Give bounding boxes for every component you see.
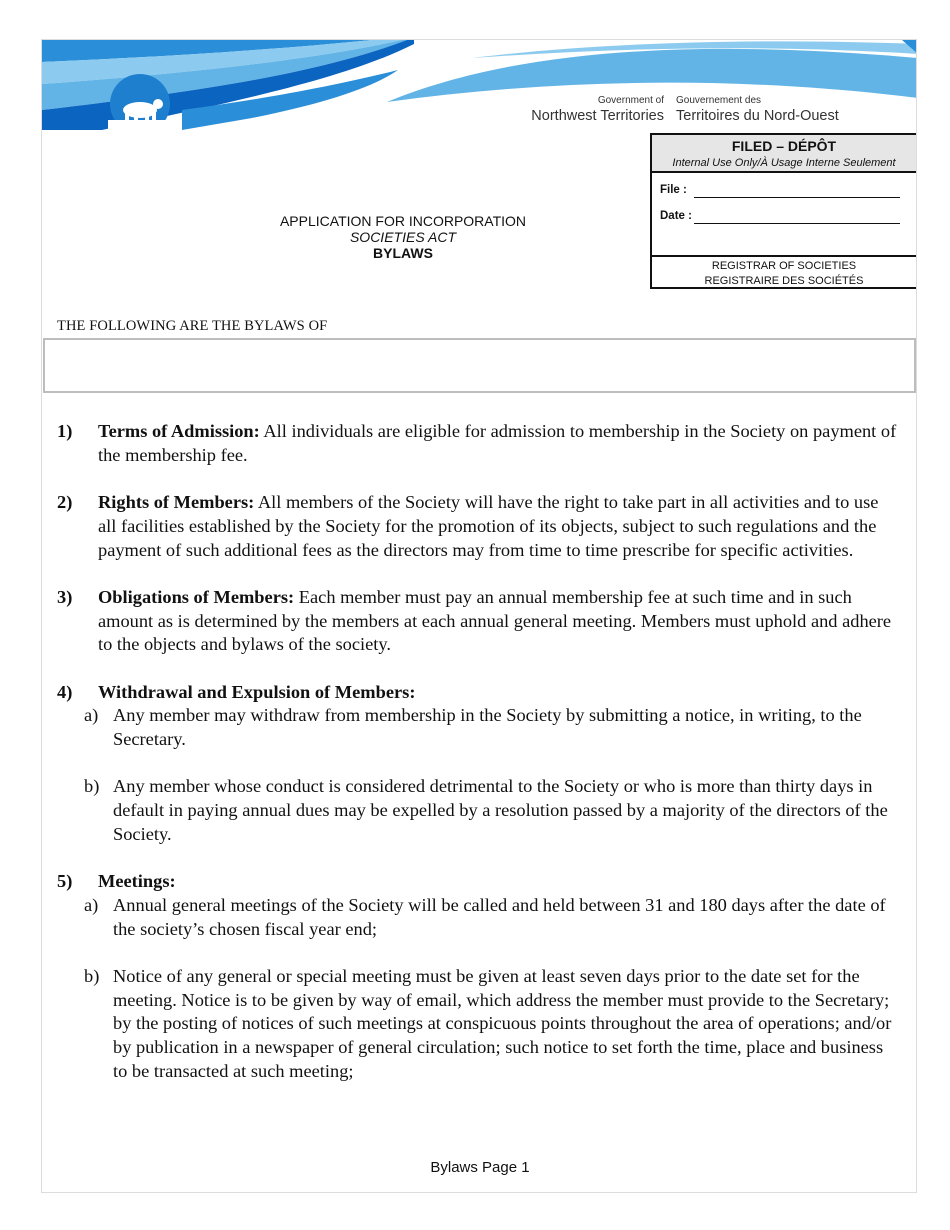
subclause-letter: b) [84,966,100,987]
subclause-letter: a) [84,894,99,915]
clause-number: 2) [57,492,73,513]
document-page [41,39,917,1193]
clause-title: Withdrawal and Expulsion of Members: [98,681,416,702]
clause-meetings [57,870,897,1083]
application-heading [232,213,574,261]
clause-withdrawal-expulsion [57,681,897,847]
subclause [57,704,897,751]
gov-fr-small: Gouvernement des [676,95,762,106]
subclause-text: Any member whose conduct is considered detrimental to the Society or who is more than thirty days in default in paying annual dues may be expelled by a resolution passed by a majority of the directors of the Society. [113,776,888,844]
date-label: Date : [660,210,692,222]
subclause-letter: b) [84,776,100,797]
registrar-english: REGISTRAR OF SOCIETIES [711,260,857,272]
clause-number: 5) [57,871,73,892]
subclause [57,965,897,1084]
subclause-letter: a) [84,705,99,726]
clause-obligations-of-members [57,586,897,657]
file-line [694,197,900,198]
clause-terms-of-admission [57,420,897,467]
society-name-field[interactable] [43,338,916,393]
application-title: APPLICATION FOR INCORPORATION [279,213,527,229]
government-name-english [526,96,664,124]
filed-stamp-box [650,133,917,289]
clause-number: 3) [57,586,73,607]
subclause-text: Annual general meetings of the Society will be called and held between 31 and 180 days after the date of the society’s chosen fiscal year end; [113,894,886,939]
act-name: SOCIETIES ACT [349,229,457,245]
bylaw-clauses [57,420,897,1107]
clause-rights-of-members [57,491,897,562]
clause-title: Rights of Members: [98,492,255,513]
registrar-french: REGISTRAIRE DES SOCIÉTÉS [704,275,864,287]
clause-number: 1) [57,421,73,441]
subclause [57,775,897,846]
clause-title: Obligations of Members: [98,586,295,607]
page-footer: Bylaws Page 1 [430,1159,530,1176]
date-line [694,223,900,224]
subclause [57,894,897,941]
filed-header [652,135,916,173]
subclause-text: Any member may withdraw from membership in the Society by submitting a notice, in writing, to the Secretary. [113,705,862,750]
gov-fr-big: Territoires du Nord-Ouest [676,108,839,124]
clause-text: Each member must pay an annual membership fee at such time and in such amount as is determined by the members at each annual general meeting. Members must uphold and adhere to the objects and bylaws of the society. [98,586,892,655]
clause-number: 4) [57,681,73,702]
filed-subtitle: Internal Use Only/À Usage Interne Seulement [672,157,896,169]
registrar-footer [652,255,916,287]
clause-title: Terms of Admission: [98,421,260,441]
following-label: THE FOLLOWING ARE THE BYLAWS OF [57,318,328,334]
subclause-text: Notice of any general or special meeting must be given at least seven days prior to the date set for the meeting. Notice is to be given by way of email, which address the member must provide to the Secretary; by the posting of notices of such meetings at conspicuous points throughout the area of operations; and/or by publication in a newspaper of general circulation; such notice to set forth the time, place and business to be transacted at such meeting; [113,966,892,1081]
filed-title: FILED – DÉPÔT [731,138,837,154]
gov-en-big: Northwest Territories [531,108,664,124]
gov-en-small: Government of [597,95,664,106]
bylaws-title: BYLAWS [373,245,433,261]
government-name-french [676,96,839,124]
clause-text: All members of the Society will have the right to take part in all activities and to use all facilities established by the Society for the promotion of its objects, subject to such regulations and the payment of such additional fees as the directors may from time to time prescribe for specific activities. [98,492,879,560]
file-label: File : [660,184,687,196]
clause-text: All individuals are eligible for admission to membership in the Society on payment of the membership fee. [98,421,897,465]
clause-title: Meetings: [98,871,176,892]
